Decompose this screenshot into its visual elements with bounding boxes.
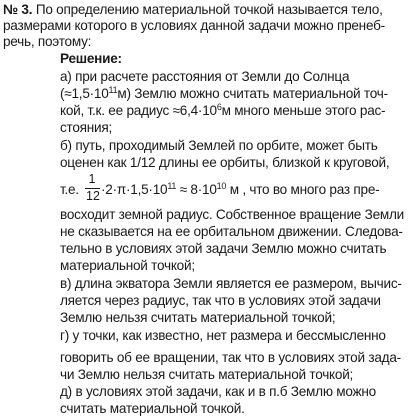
formula-exp-1: 11 xyxy=(167,181,177,191)
item-v-line-3: Землю нельзя считать материальной точкой; xyxy=(60,310,336,325)
formula-rest: м , что во много раз пре- xyxy=(226,182,380,197)
item-a-line-4: стояния; xyxy=(60,120,113,135)
a-radius-exponent: 6 xyxy=(216,102,222,112)
item-b-line-6: тельно в условиях этой задачи Землю можно считать xyxy=(60,241,387,256)
item-b-line-2: оценен как 1/12 длины ее орбиты, близкой к круговой, xyxy=(60,155,390,170)
problem-line-2: размерами которого в условиях данной задачи можно пренеб- xyxy=(3,18,385,33)
problem-text: По определению материальной точкой называется тело, xyxy=(35,2,383,17)
a-line-3-rest: м много меньше этого рас- xyxy=(221,103,386,118)
item-a-line-1: а) при расчете расстояния от Земли до Солнца xyxy=(60,69,350,84)
fraction-numerator: 1 xyxy=(88,172,96,186)
a-distance-value: (≈1,5·10 xyxy=(60,86,109,101)
fraction-denominator: 12 xyxy=(86,189,100,203)
a-distance-exponent: 11 xyxy=(108,85,118,95)
item-b-line-7: материальной точкой; xyxy=(60,258,195,273)
a-line-2-rest: м) Землю можно считать материальной точ- xyxy=(117,86,388,101)
formula-exp-2: 10 xyxy=(216,181,227,191)
item-d-line-2: считать материальной точкой. xyxy=(60,401,245,416)
item-g-line-3: чи Землю нельзя считать материальной точкой; xyxy=(60,367,354,382)
item-a-line-2 xyxy=(60,86,388,102)
item-a-line-3 xyxy=(60,103,385,119)
a-radius-value: кой, т.к. ее радиус ≈6,4·10 xyxy=(60,103,217,118)
problem-number: № 3. xyxy=(3,2,33,17)
item-g-line-2: говорить об ее вращении, так что в условиях этой зада- xyxy=(60,350,401,365)
problem-line-3: речь, поэтому: xyxy=(3,34,92,49)
formula-orbit: ·2·π·1,5·10 xyxy=(101,182,168,197)
problem-line-1 xyxy=(3,2,383,18)
solution-label: Решение: xyxy=(60,51,122,66)
item-v-line-2: ляется через радиус, так что в условиях этой задачи xyxy=(60,293,381,308)
formula-body xyxy=(101,182,379,198)
item-v-line-1: в) длина экватора Земли является ее размером, вычис- xyxy=(60,276,402,291)
formula-result: ≈ 8·10 xyxy=(176,182,217,197)
item-b-line-1: б) путь, проходимый Землей по орбите, может быть xyxy=(60,138,378,153)
item-b-line-4: восходит земной радиус. Собственное вращение Земли xyxy=(60,207,405,222)
item-b-line-5: не сказывается на ее орбитальном движении. Следова- xyxy=(60,224,403,239)
item-g-line-1: г) у точки, как известно, нет размера и бессмысленно xyxy=(60,328,386,343)
formula-prefix: т.е. xyxy=(60,182,79,197)
item-d-line-1: д) в условиях этой задачи, как и в п.б Землю можно xyxy=(60,384,376,399)
